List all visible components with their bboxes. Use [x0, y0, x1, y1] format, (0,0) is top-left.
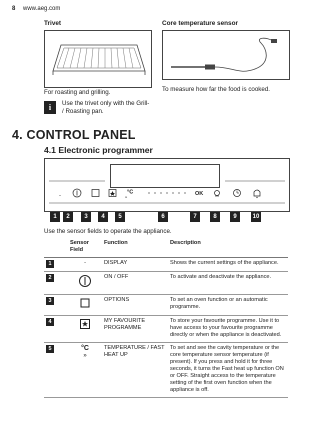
section-title: 4. CONTROL PANEL — [12, 128, 136, 142]
favourite-star-icon — [79, 318, 91, 330]
sensor-field — [68, 316, 102, 343]
sensor-field: - — [68, 258, 102, 272]
function-cell: MY FAVOURITE PROGRAMME — [102, 316, 168, 343]
panel-number: 2 — [63, 212, 73, 222]
panel-number: 6 — [158, 212, 168, 222]
function-cell: OPTIONS — [102, 295, 168, 316]
sensor-field-table — [44, 238, 288, 398]
trivet-note: Use the trivet only with the Grill- / Roasting pan. — [62, 100, 150, 115]
description-cell: To set an oven function or an automatic programme. — [168, 295, 288, 316]
description-cell: To set and see the cavity temperature or the core temperature sensor temperature (if present). If you press and hold it for three seconds, it turns the Fast heat up function ON or OFF. Straight access to the temperature setting of the first oven function when the appliance is off. — [168, 343, 288, 398]
power-icon — [78, 274, 92, 288]
row-number: 4 — [46, 318, 54, 326]
table-header: Description — [168, 238, 288, 258]
row-number: 2 — [46, 274, 54, 282]
row-number: 3 — [46, 297, 54, 305]
trivet-illustration — [44, 30, 152, 88]
page-header — [12, 6, 60, 12]
page-number: 8 — [12, 6, 16, 12]
panel-number: 3 — [81, 212, 91, 222]
trivet-caption: For roasting and grilling. — [44, 89, 111, 96]
panel-number: 10 — [252, 214, 260, 220]
panel-number: 4 — [98, 212, 108, 222]
table-row — [44, 316, 288, 343]
panel-number: 7 — [190, 212, 200, 222]
row-number: 5 — [46, 345, 54, 353]
table-header — [44, 238, 68, 258]
core-sensor-title: Core temperature sensor — [162, 20, 239, 27]
function-cell: TEMPERATURE / FAST HEAT UP — [102, 343, 168, 398]
table-header: Sensor Field — [68, 238, 102, 258]
info-icon: i — [44, 101, 56, 114]
trivet-title: Trivet — [44, 20, 62, 27]
table-row — [44, 295, 288, 316]
panel-number-labels — [44, 212, 288, 224]
panel-number: 1 — [50, 212, 60, 222]
subsection-title: 4.1 Electronic programmer — [44, 145, 153, 155]
row-number: 1 — [46, 260, 54, 268]
table-row — [44, 343, 288, 398]
intro-text: Use the sensor fields to operate the appliance. — [44, 228, 172, 235]
panel-number: 5 — [115, 212, 125, 222]
sensor-field — [68, 295, 102, 316]
sensor-field — [68, 272, 102, 295]
table-header: Function — [102, 238, 168, 258]
fast-heat-icon: » — [83, 353, 87, 359]
svg-text:»: » — [125, 194, 128, 200]
core-sensor-illustration — [162, 30, 290, 80]
function-cell: DISPLAY — [102, 258, 168, 272]
description-cell: To store your favourite programme. Use it to have access to your favourite programme directly or when the appliance is deactivated. — [168, 316, 288, 343]
table-header-row — [44, 238, 288, 258]
svg-text:OK: OK — [195, 191, 204, 197]
display-illustration — [110, 164, 220, 188]
table-row — [44, 258, 288, 272]
svg-text:-: - — [59, 193, 61, 199]
function-cell: ON / OFF — [102, 272, 168, 295]
table-row — [44, 272, 288, 295]
temperature-icon: °C — [81, 345, 89, 352]
options-icon — [79, 297, 91, 309]
panel-number: 9 — [230, 212, 240, 222]
site-url: www.aeg.com — [23, 6, 61, 12]
sensor-field — [68, 343, 102, 398]
panel-number: 8 — [210, 212, 220, 222]
description-cell: Shows the current settings of the appliance. — [168, 258, 288, 272]
description-cell: To activate and deactivate the appliance. — [168, 272, 288, 295]
svg-text:°C: °C — [127, 189, 134, 196]
core-sensor-caption: To measure how far the food is cooked. — [162, 86, 270, 93]
